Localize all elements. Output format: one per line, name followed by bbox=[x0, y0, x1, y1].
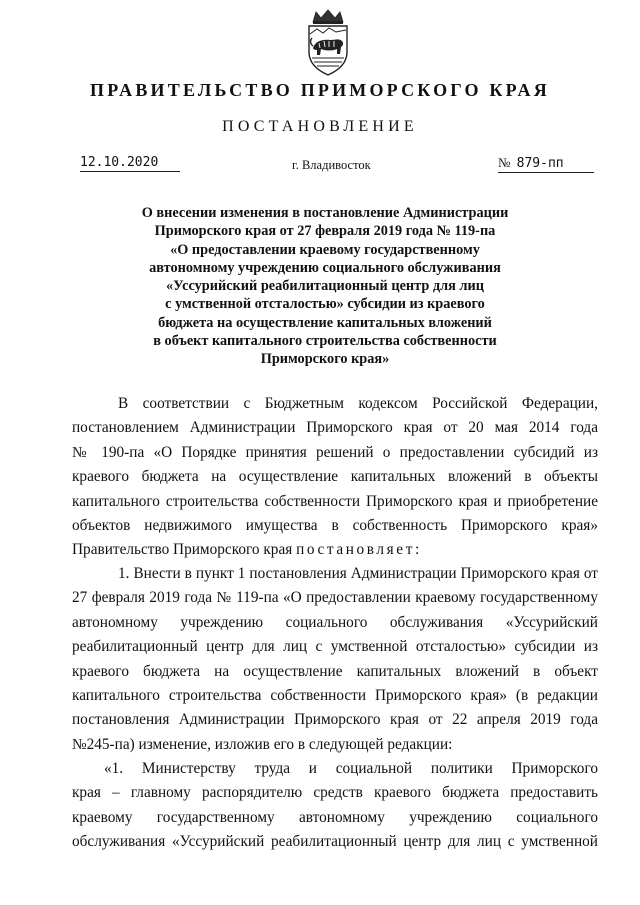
text-line: 27 февраля 2019 года № 119-па «О предоставлении краевому государственному bbox=[72, 589, 598, 607]
text-line: постановлением Администрации Приморского края от 20 мая 2014 года bbox=[72, 419, 598, 437]
text-line: автономному учреждению социального обслуживания «Уссурийский bbox=[72, 613, 598, 631]
subject-line: «Уссурийский реабилитационный центр для лиц bbox=[166, 278, 484, 295]
government-title: ПРАВИТЕЛЬСТВО ПРИМОРСКОГО КРАЯ bbox=[90, 80, 550, 100]
text-line: края – главному распорядителю средств краевого бюджета предоставить bbox=[72, 784, 598, 802]
text-line: реабилитационный центр для лиц с умственной отсталостью» субсидии из bbox=[72, 638, 598, 656]
document-type: ПОСТАНОВЛЕНИЕ bbox=[222, 118, 418, 135]
document-city: г. Владивосток bbox=[292, 158, 371, 172]
subject-line: О внесении изменения в постановление Администрации bbox=[141, 205, 509, 221]
text-line: капитального строительства собственности Приморского края и приобретение bbox=[72, 492, 598, 510]
number-sign: № bbox=[498, 155, 511, 170]
resolution-subject: Правительство Приморского края bbox=[72, 541, 293, 559]
subject-line: «О предоставлении краевому государственному bbox=[170, 241, 480, 258]
subject-line: в объект капитального строительства собственности bbox=[153, 333, 497, 350]
text-line: капитального строительства собственности Приморского края» (в редакции bbox=[72, 686, 598, 704]
paragraph-item-1 bbox=[72, 562, 598, 757]
text-line: объектов недвижимого имущества в собственность Приморского края» bbox=[72, 516, 598, 534]
subject-line: бюджета на осуществление капитальных вложений bbox=[158, 314, 492, 331]
coat-of-arms-icon bbox=[301, 8, 355, 78]
subject-line: автономному учреждению социального обслуживания bbox=[149, 259, 501, 276]
text-line: краевого бюджета на осуществление капитальных вложений в объект bbox=[72, 662, 598, 680]
subject-line: Приморского края» bbox=[260, 351, 390, 368]
text-line: постановления Администрации Приморского края от 22 апреля 2019 года bbox=[72, 711, 598, 729]
subject-line: с умственной отсталостью» субсидии из краевого bbox=[165, 296, 485, 313]
document-date: 12.10.2020 bbox=[80, 155, 180, 172]
document-subject bbox=[90, 204, 560, 369]
text-line: «1. Министерству труда и социальной политики Приморского bbox=[104, 760, 598, 777]
number-value: 879-пп bbox=[516, 156, 564, 171]
text-line: краевому государственному автономному учреждению социального bbox=[72, 808, 598, 826]
subject-line: Приморского края от 27 февраля 2019 года № 119-па bbox=[154, 223, 496, 240]
text-line: краевого бюджета на осуществление капитальных вложений в объекты bbox=[72, 468, 598, 486]
paragraph-new-wording bbox=[72, 757, 598, 855]
text-line: № 190-па «О Порядке принятия решений о предоставлении субсидий из bbox=[72, 443, 598, 461]
text-line: В соответствии с Бюджетным кодексом Российской Федерации, bbox=[118, 395, 598, 412]
document-number bbox=[498, 155, 594, 173]
text-line: 1. Внести в пункт 1 постановления Администрации Приморского края от bbox=[118, 565, 598, 582]
text-line: обслуживания «Уссурийский реабилитационный центр для лиц с умственной bbox=[72, 833, 598, 851]
resolution-verb: постановляет: bbox=[296, 541, 422, 559]
text-line: №245-па) изменение, изложив его в следующей редакции: bbox=[72, 735, 453, 753]
paragraph-preamble bbox=[72, 392, 598, 563]
text-line bbox=[72, 538, 598, 562]
